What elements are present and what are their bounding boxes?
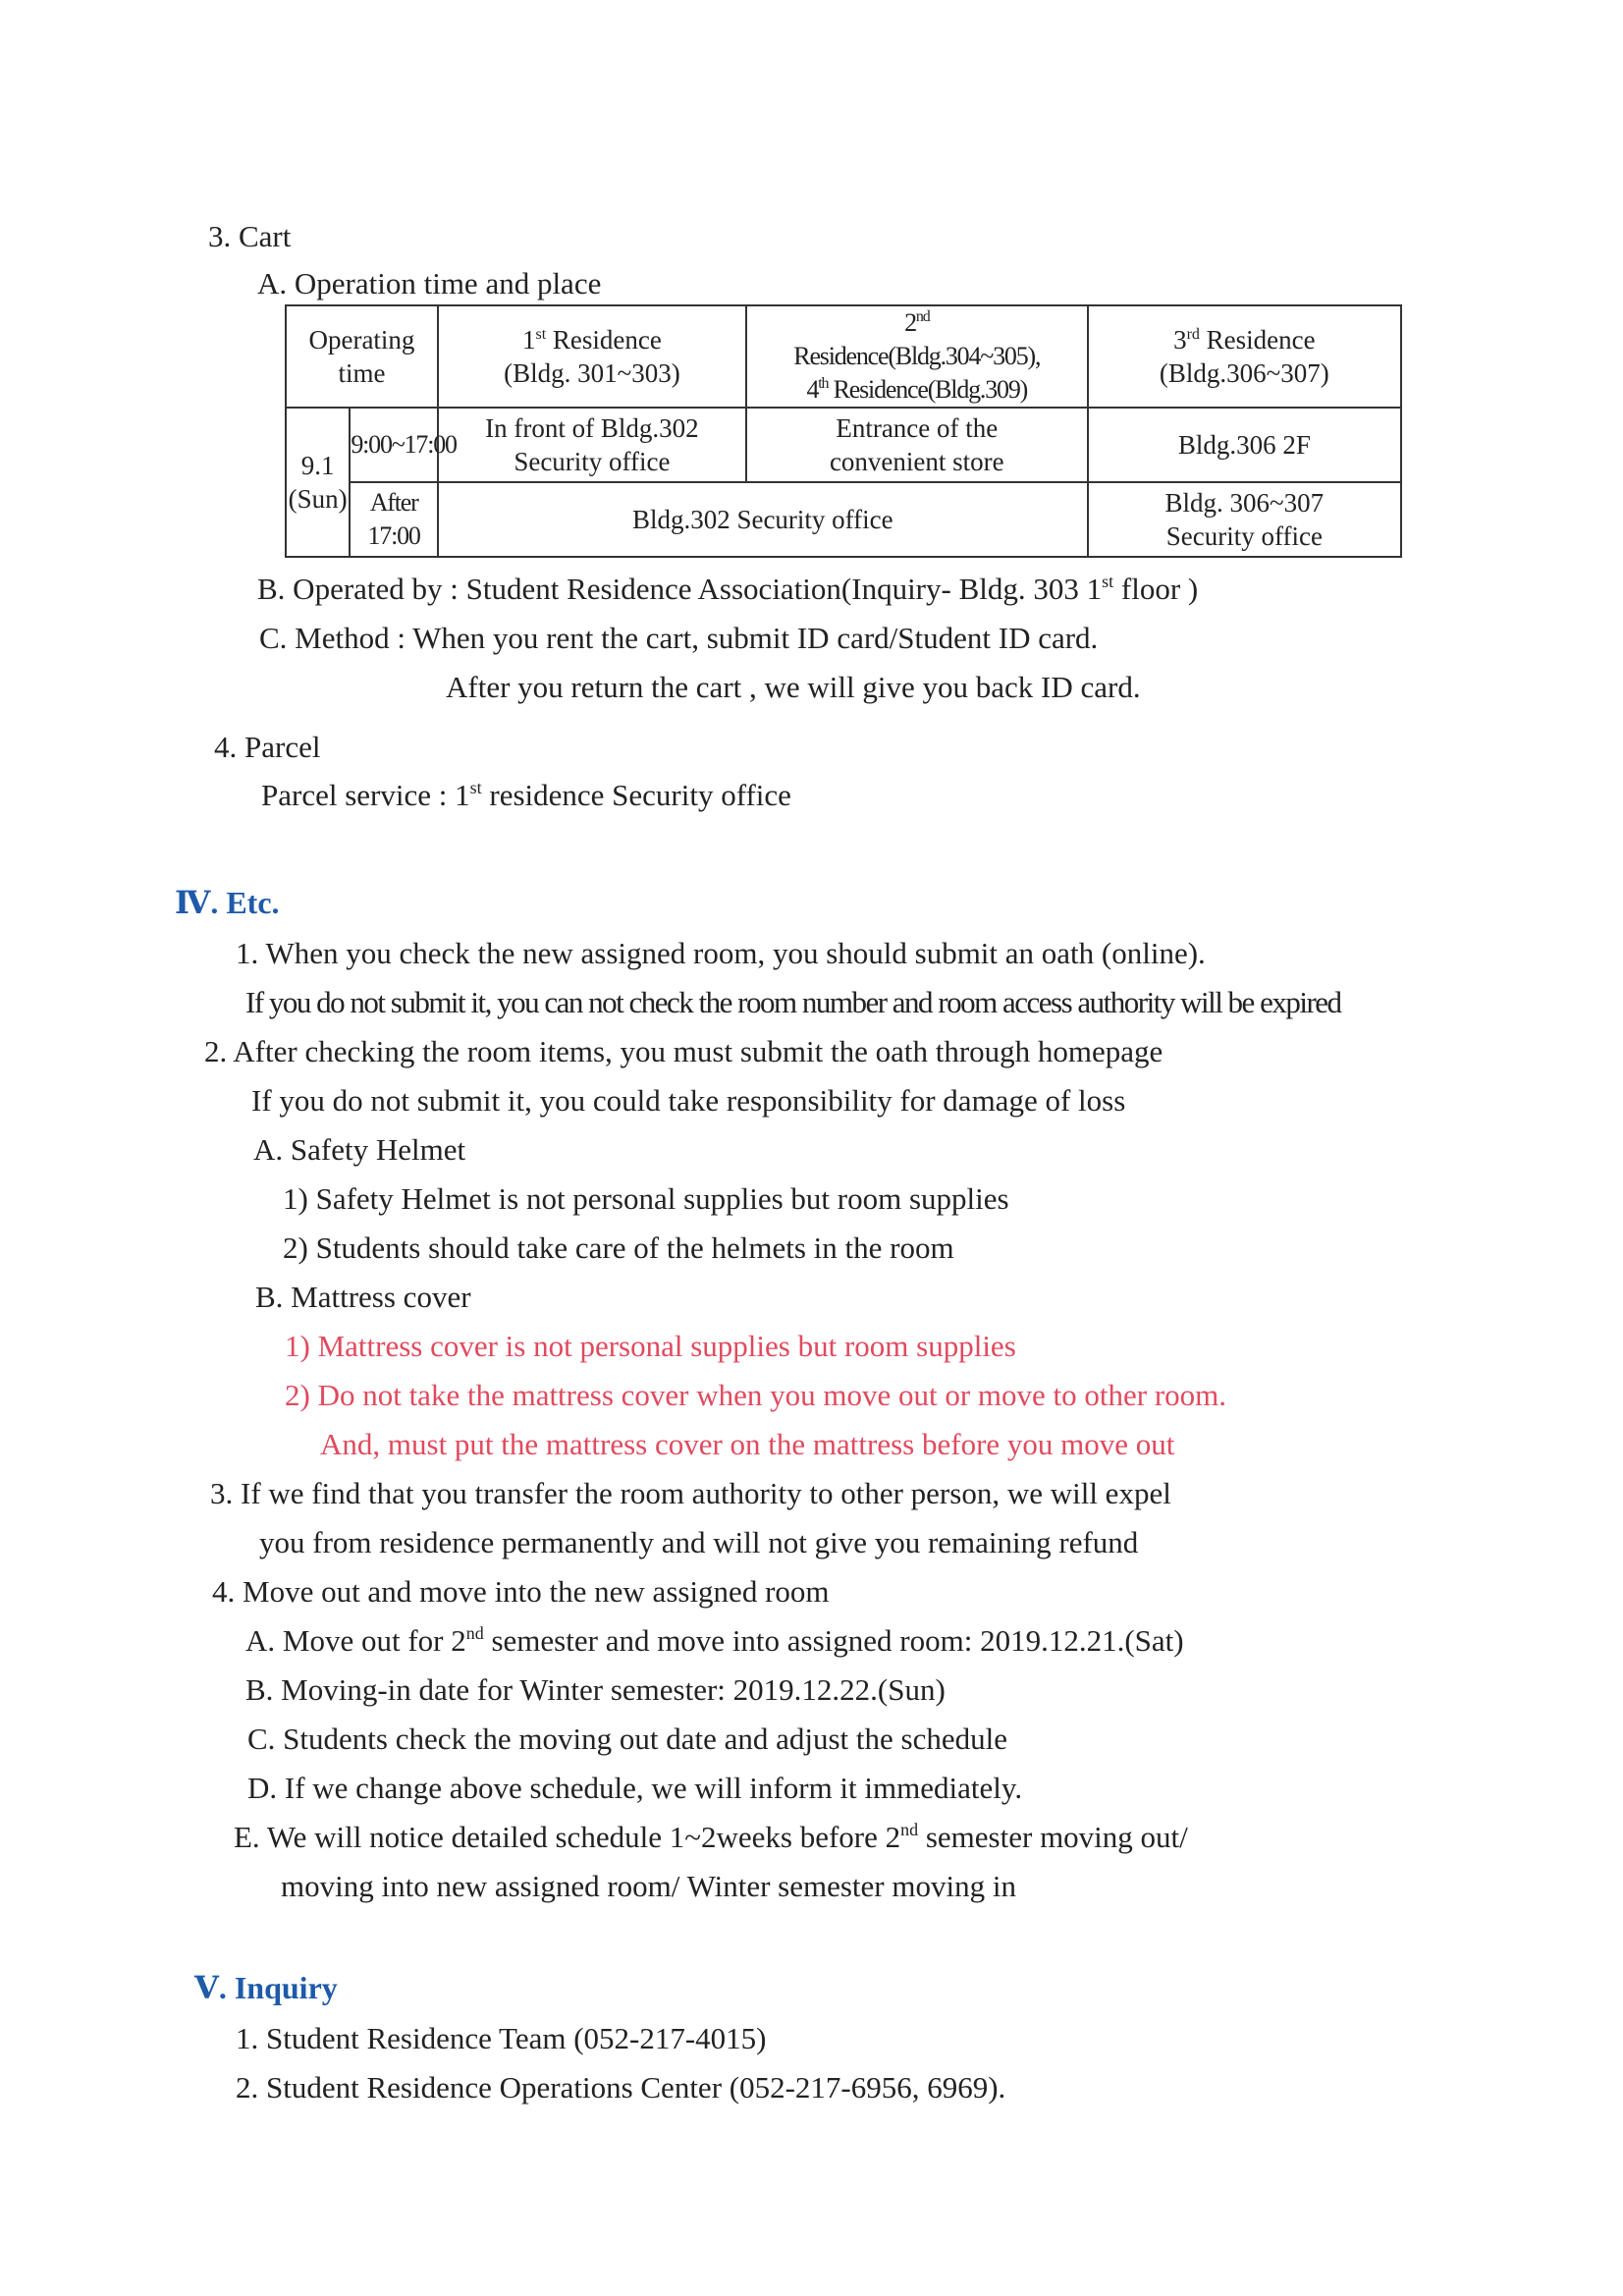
cart-method-line2: After you return the cart , we will give you back ID card. bbox=[446, 670, 1141, 704]
row2-third-residence-place: Bldg. 306~307 Security office bbox=[1088, 482, 1401, 557]
time-cell-day: 9:00~17:00 bbox=[350, 408, 438, 482]
row1-third-residence-place: Bldg.306 2F bbox=[1088, 408, 1401, 482]
parcel-service: Parcel service : 1st residence Security office bbox=[261, 778, 791, 812]
time-cell-evening: After 17:00 bbox=[350, 482, 438, 557]
mattress-cover-2-line1: 2) Do not take the mattress cover when you move out or move to other room. bbox=[285, 1378, 1227, 1412]
cart-heading: 3. Cart bbox=[208, 219, 292, 253]
inquiry-heading: Ⅴ. Inquiry bbox=[194, 1970, 338, 2005]
row2-merged-place: Bldg.302 Security office bbox=[438, 482, 1088, 557]
safety-helmet-1: 1) Safety Helmet is not personal supplies but room supplies bbox=[283, 1181, 1009, 1216]
header-second-fourth-residence: 2nd Residence(Bldg.304~305), 4th Residence(Bldg.309) bbox=[746, 305, 1088, 408]
mattress-cover-2-line2: And, must put the mattress cover on the mattress before you move out bbox=[320, 1427, 1175, 1461]
etc-heading: Ⅳ. Etc. bbox=[175, 885, 280, 920]
move-e-line2: moving into new assigned room/ Winter semester moving in bbox=[281, 1869, 1016, 1903]
move-d: D. If we change above schedule, we will inform it immediately. bbox=[247, 1771, 1023, 1805]
cart-operation-table bbox=[285, 304, 1402, 558]
date-cell: 9.1 (Sun) bbox=[286, 408, 350, 557]
mattress-cover-label: B. Mattress cover bbox=[255, 1280, 471, 1314]
move-e-line1: E. We will notice detailed schedule 1~2weeks before 2nd semester moving out/ bbox=[234, 1820, 1188, 1854]
mattress-cover-1: 1) Mattress cover is not personal supplies but room supplies bbox=[285, 1329, 1016, 1363]
safety-helmet-2: 2) Students should take care of the helmets in the room bbox=[283, 1230, 954, 1265]
cart-operated-by: B. Operated by : Student Residence Association(Inquiry- Bldg. 303 1st floor ) bbox=[257, 572, 1199, 606]
move-c: C. Students check the moving out date and adjust the schedule bbox=[247, 1722, 1007, 1756]
row1-second-residence-place: Entrance of the convenient store bbox=[746, 408, 1088, 482]
cart-method-line1: C. Method : When you rent the cart, submit ID card/Student ID card. bbox=[259, 621, 1099, 655]
header-first-residence: 1st Residence (Bldg. 301~303) bbox=[438, 305, 746, 408]
header-operating-time: Operating time bbox=[286, 305, 438, 408]
header-third-residence: 3rd Residence (Bldg.306~307) bbox=[1088, 305, 1401, 408]
parcel-heading: 4. Parcel bbox=[214, 730, 321, 764]
etc-item3-line2: you from residence permanently and will not give you remaining refund bbox=[259, 1525, 1139, 1559]
row1-first-residence-place: In front of Bldg.302 Security office bbox=[438, 408, 746, 482]
etc-item1-line2: If you do not submit it, you can not check the room number and room access authority will be expired bbox=[245, 985, 1341, 1019]
etc-item4: 4. Move out and move into the new assigned room bbox=[212, 1574, 830, 1609]
inquiry-item1: 1. Student Residence Team (052-217-4015) bbox=[236, 2021, 767, 2055]
etc-item2-line1: 2. After checking the room items, you must submit the oath through homepage bbox=[204, 1034, 1163, 1068]
move-b: B. Moving-in date for Winter semester: 2019.12.22.(Sun) bbox=[245, 1672, 946, 1707]
etc-item1-line1: 1. When you check the new assigned room, you should submit an oath (online). bbox=[236, 936, 1206, 970]
inquiry-item2: 2. Student Residence Operations Center (052-217-6956, 6969). bbox=[236, 2070, 1006, 2105]
move-a: A. Move out for 2nd semester and move into assigned room: 2019.12.21.(Sat) bbox=[245, 1623, 1184, 1658]
cart-operation-label: A. Operation time and place bbox=[257, 266, 602, 301]
safety-helmet-label: A. Safety Helmet bbox=[253, 1132, 466, 1167]
etc-item2-line2: If you do not submit it, you could take responsibility for damage of loss bbox=[251, 1083, 1126, 1118]
etc-item3-line1: 3. If we find that you transfer the room authority to other person, we will expel bbox=[210, 1476, 1171, 1510]
